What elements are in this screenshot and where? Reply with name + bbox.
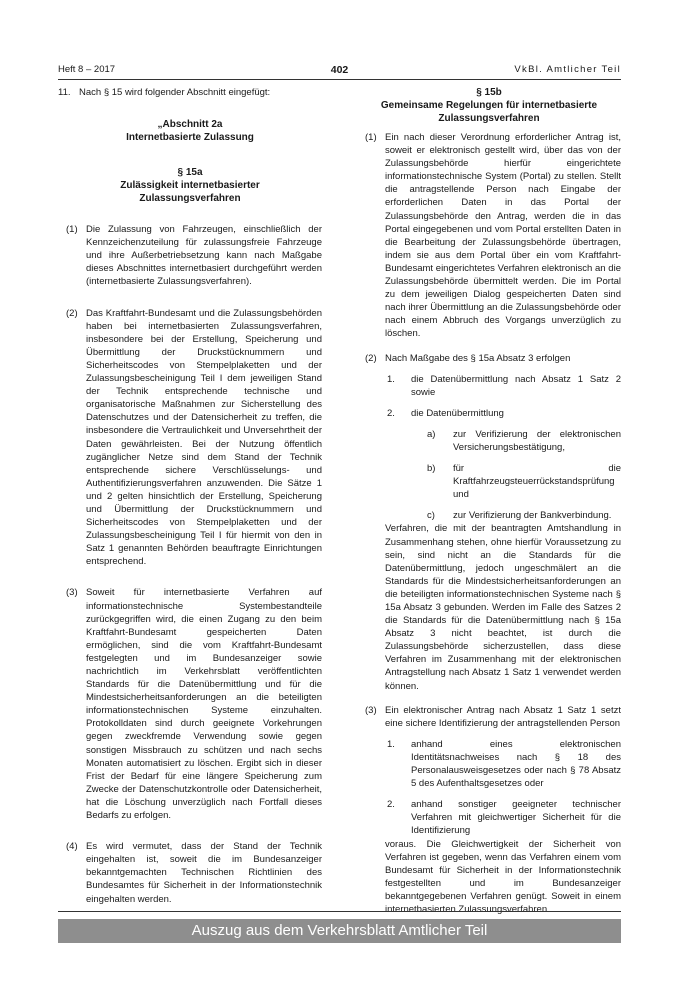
amendment-number: 11. [58, 87, 71, 98]
list-item: (2) Das Kraftfahrt-Bundesamt und die Zulassungsbehörden haben bei internetbasierten Zulassungsverfahren, insbesondere bei der Erstellung, Speicherung und Übermittlung der Druckstücknummern und Sicherheitscodes von Stempelplaketten und der Zulassungsbescheinigung Teil I dem jeweiligen Stand der Technik entsprechende technische und organisatorische Maßnahmen zur Sicherstellung des Datenschutzes und der Datensicherheit zu treffen, die insbesondere die Vertraulichkeit und Unversehrtheit der Daten gewährleisten. Bei der Nutzung öffentlich zugänglicher Netze sind dem Stand der Technik entsprechende sichere Verschlüsselungs- und Authentifizierungsverfahren anzuwenden. Die Sätze 1 und 2 gelten hinsichtlich der Erstellung, Speicherung und Übermittlung der Druckstücknummern und Sicherheitscodes von Stempelplaketten und der Zulassungsbescheinigung Teil I für hiermit von den in Satz 1 genannten Behörden beauftragte Einrichtungen entsprechend. [66, 307, 322, 568]
list-item: (1) Die Zulassung von Fahrzeugen, einschließlich der Kennzeichenzuteilung für zulassungsfreie Fahrzeuge und ihre Außerbetriebsetzung kann nach Maßgabe dieses Abschnittes internetbasiert durchgeführt werden (internetbasierte Zulassungsverfahren). [66, 224, 322, 288]
page-header [58, 62, 621, 78]
amendment-text: Nach § 15 wird folgender Abschnitt eingefügt: [79, 87, 271, 98]
page-number: 402 [330, 64, 349, 76]
section-title: „Abschnitt 2a Internetbasierte Zulassung [126, 119, 254, 144]
issue-label: Heft 8 – 2017 [58, 64, 116, 75]
sub-sub-item: a) zur Verifizierung der elektronischen Versicherungsbestätigung, [427, 428, 621, 453]
list-item: (3) Soweit für internetbasierte Verfahren auf informationstechnische Systembestandteile zurückgegriffen wird, die einen Zugang zu den beim Kraftfahrt-Bundesamt gespeicherten Daten ermöglichen, sind die vom Kraftfahrt-Bundesamt festgelegten und im Bundesanzeiger sowie nachrichtlich im Verkehrsblatt veröffentlichten Standards für die Datenübermittlung und für die Mindestsicherheitsanforderungen an die beteiligten informationstechnischen Systeme einzuhalten. Protokolldaten sind durch geeignete Vorkehrungen gegen zweckfremde Verwendung sowie gegen sonstigen Missbrauch zu schützen und nach sechs Monaten automatisiert zu löschen. Ergibt sich in dieser Frist der Bedarf für eine längere Speicherung zum Zwecke der Datenschutzkontrolle oder Datensicherheit, hat die Löschung unverzüglich nach Fortfall dieses Bedarfs zu erfolgen. [66, 587, 322, 822]
sub-item: 1. anhand eines elektronischen Identitätsnachweises nach § 18 des Personalausweisgesetzes oder nach § 78 Absatz 5 des Aufenthaltsgesetzes oder [387, 738, 621, 790]
sub-item: 2. die Datenübermittlung [387, 407, 504, 419]
paragraph-title-15a: § 15a Zulässigkeit internetbasierter Zulassungsverfahren [120, 167, 260, 205]
list-item: (1) Ein nach dieser Verordnung erforderlicher Antrag ist, soweit er elektronisch gestellt wird, über das von der Zulassungsbehörde hierfür eingerichtete informationstechnische System (Portal) zu stellen. Stellt die antragstellende Person nach Eingabe der erforderlichen Daten in das Portal der Zulassungsbehörde den Antrag, werden die in das Portal eingegebenen und vom Portal erstellten Daten in die Bearbeitung der Zulassungsbehörde übertragen, indem sie aus dem Portal über ein vom Kraftfahrt-Bundesamt eingerichtetes Verfahren elektronisch an die Zulassungsbehörde übermittelt werden. Die im Portal zu dem jeweiligen Dialog gespeicherten Daten sind nach ihrer Übermittlung an die Zulassungsbehörde oder nach einem Abbruch des Vorgangs unverzüglich zu löschen. [365, 132, 621, 340]
sub-sub-item: c) zur Verifizierung der Bankverbindung. [427, 510, 612, 522]
closing-paragraph: Verfahren, die mit der beantragten Amtshandlung in Zusammenhang stehen, ohne hierfür Voraussetzung zu sein, sind nicht an die Standards für die Datenübermittlung, jedoch ungeschmälert an die Standards für die Mindestsicherheitsanforderungen an die beteiligten informationstechnischen Systeme nach § 15a Absatz 3 gebunden. Werden im Falle des Satzes 2 die Standards für die Datenübermittlung nach § 15a Absatz 3 nicht beachtet, ist durch die Zulassungsbehörde sicherzustellen, dass diese Verfahren im Zusammenhang mit der elektronischen Antragstellung nach Absatz 1 Satz 1 verwendet werden können. [385, 523, 621, 692]
list-item: (2) Nach Maßgabe des § 15a Absatz 3 erfolgen [365, 352, 571, 364]
header-divider [58, 79, 621, 80]
list-item: (4) Es wird vermutet, dass der Stand der Technik eingehalten ist, soweit die im Bundesanzeiger bekanntgemachten Technischen Richtlinien des Bundesamtes für Sicherheit in der Informationstechnik eingehalten werden. [66, 841, 322, 905]
paragraph-title-15b: § 15b Gemeinsame Regelungen für internetbasierte Zulassungsverfahren [380, 87, 598, 124]
publication-label: VkBl. Amtlicher Teil [514, 64, 621, 75]
sub-item: 1. die Datenübermittlung nach Absatz 1 Satz 2 sowie [387, 373, 621, 398]
list-item: (3) Ein elektronischer Antrag nach Absatz 1 Satz 1 setzt eine sichere Identifizierung der antragstellenden Person [365, 704, 621, 729]
sub-sub-item: b) für die Kraftfahrzeugsteuerrückstandsprüfung und [427, 463, 621, 501]
footer-divider [58, 911, 621, 912]
footer-banner: Auszug aus dem Verkehrsblatt Amtlicher Teil [58, 919, 621, 943]
sub-item: 2. anhand sonstiger geeigneter technischer Verfahren mit gleichwertiger Sicherheit für die Identifizierung [387, 799, 621, 837]
left-column [58, 86, 322, 906]
closing-paragraph: voraus. Die Gleichwertigkeit der Sicherheit von Verfahren ist gegeben, wenn das Verfahren einem vom Bundesamt für Sicherheit in der Informationstechnik festgestellten und im Bundesanzeiger bekanntgegebenen Verfahren genügt. Soweit in einem internetbasierten Zulassungsverfahren [385, 838, 621, 915]
amendment-intro [58, 86, 322, 99]
right-column [357, 86, 621, 916]
